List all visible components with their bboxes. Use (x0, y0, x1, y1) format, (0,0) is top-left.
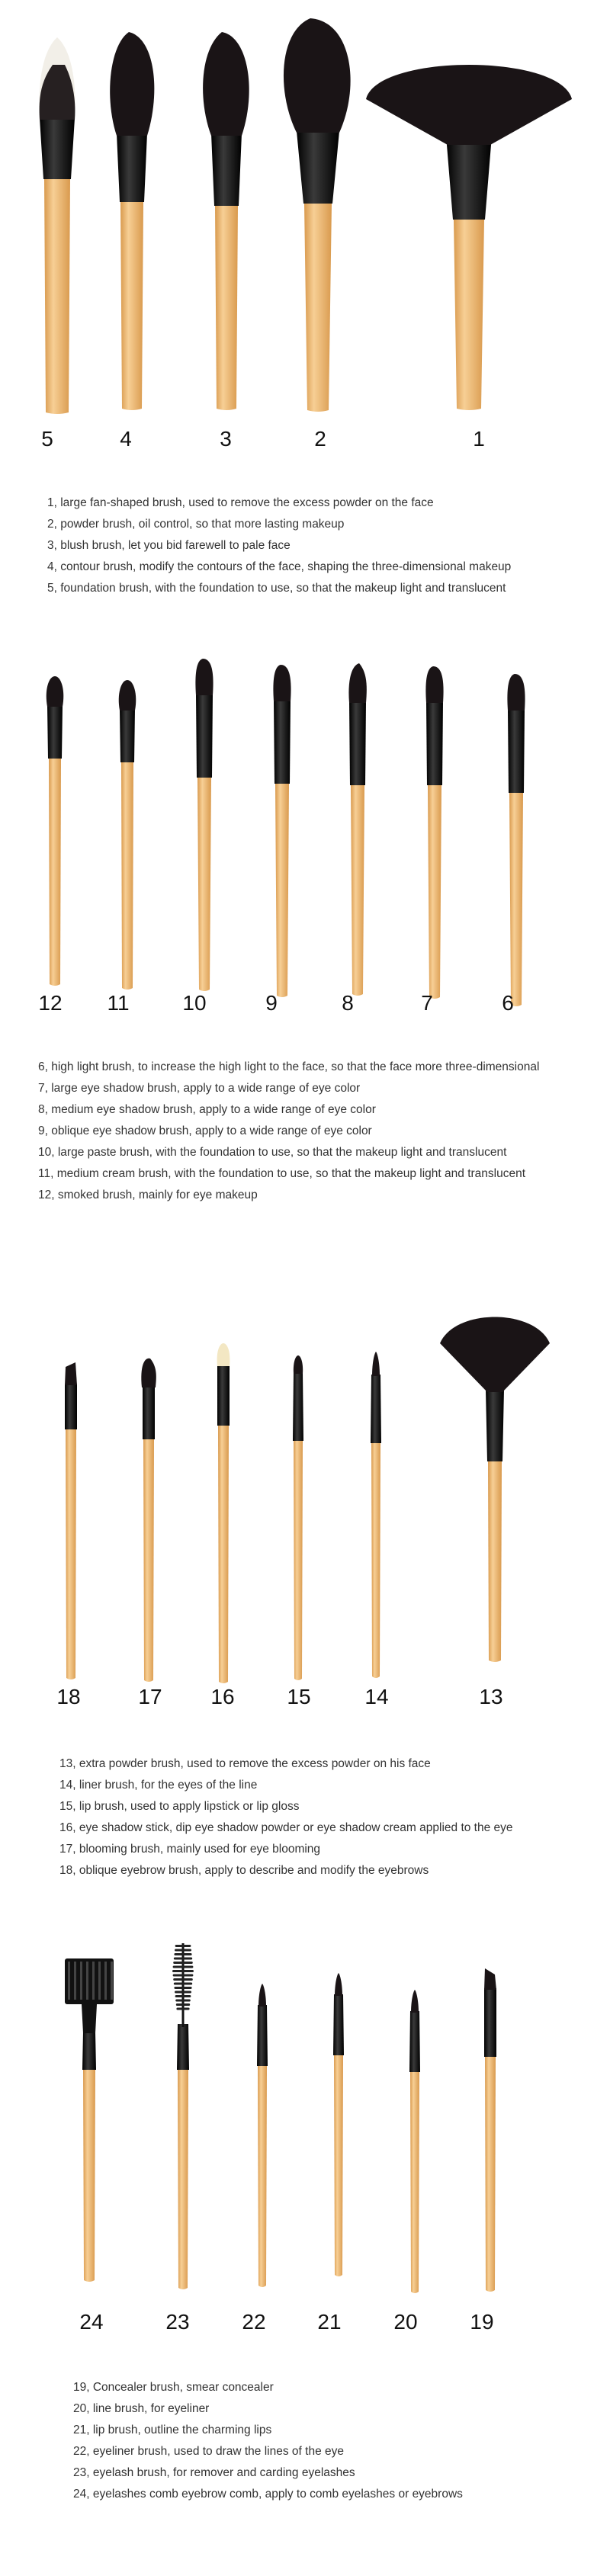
brush-number-16: 16 (210, 1685, 235, 1708)
brush-number-23: 23 (165, 2310, 190, 2334)
description-line: 17, blooming brush, mainly used for eye blooming (59, 1843, 321, 1856)
brush-number-5: 5 (41, 427, 53, 451)
brush-descriptions-4 (73, 2377, 463, 2505)
description-line: 3, blush brush, let you bid farewell to pale face (47, 539, 291, 552)
description-line: 9, oblique eye shadow brush, apply to a wide range of eye color (38, 1124, 372, 1137)
brush-number-8: 8 (342, 991, 354, 1015)
description-line: 20, line brush, for eyeliner (73, 2402, 210, 2415)
description-line: 7, large eye shadow brush, apply to a wide range of eye color (38, 1082, 361, 1095)
description-line: 6, high light brush, to increase the high light to the face, so that the face more three-dimensional (38, 1060, 540, 1073)
brush-5 (30, 34, 84, 415)
brush-number-7: 7 (421, 991, 433, 1015)
description-line: 13, extra powder brush, used to remove the excess powder on his face (59, 1757, 431, 1770)
brush-22 (252, 1984, 273, 2289)
brush-14 (366, 1352, 386, 1679)
brush-set-3 (0, 1205, 610, 1898)
description-line: 21, lip brush, outline the charming lips (73, 2424, 272, 2436)
description-line: 18, oblique eyebrow brush, apply to describe and modify the eyebrows (59, 1864, 429, 1877)
brush-set-1 (0, 0, 610, 625)
brush-12 (40, 675, 70, 987)
description-line: 5, foundation brush, with the foundation to use, so that the makeup light and translucent (47, 582, 506, 595)
brush-number-19: 19 (470, 2310, 494, 2334)
brush-19 (479, 1965, 502, 2293)
description-line: 11, medium cream brush, with the foundation to use, so that the makeup light and translucent (38, 1167, 526, 1180)
brush-9 (265, 663, 299, 999)
brush-4 (103, 30, 161, 412)
brush-descriptions-1 (47, 492, 511, 599)
brush-number-15: 15 (287, 1685, 311, 1708)
brush-set-2 (0, 625, 610, 1205)
brush-descriptions-3 (59, 1753, 513, 1881)
brush-17 (137, 1355, 160, 1683)
description-line: 23, eyelash brush, for remover and carding eyelashes (73, 2466, 355, 2479)
brush-2 (276, 17, 360, 413)
brush-number-11: 11 (107, 991, 130, 1015)
brush-24 (63, 1955, 116, 2283)
brush-15 (288, 1354, 308, 1682)
brush-8 (341, 662, 374, 997)
description-line: 14, liner brush, for the eyes of the line (59, 1779, 258, 1792)
brush-number-14: 14 (364, 1685, 389, 1708)
description-line: 19, Concealer brush, smear concealer (73, 2381, 274, 2394)
brush-number-3: 3 (220, 427, 232, 451)
description-line: 2, powder brush, oil control, so that more lasting makeup (47, 518, 345, 531)
brush-18 (59, 1361, 82, 1681)
brush-6 (499, 672, 533, 1008)
brush-11 (112, 678, 143, 991)
brush-number-17: 17 (138, 1685, 162, 1708)
brush-set-4 (0, 1898, 610, 2576)
brush-number-6: 6 (502, 991, 514, 1015)
brush-number-24: 24 (79, 2310, 104, 2334)
brush-3 (197, 30, 256, 412)
description-line: 15, lip brush, used to apply lipstick or lip gloss (59, 1800, 300, 1813)
description-line: 24, eyelashes comb eyebrow comb, apply to comb eyelashes or eyebrows (73, 2488, 463, 2501)
brush-descriptions-2 (38, 1057, 539, 1206)
description-line: 8, medium eye shadow brush, apply to a wide range of eye color (38, 1103, 376, 1116)
brush-1 (366, 46, 572, 412)
brush-20 (404, 1990, 425, 2295)
brush-23 (168, 1940, 198, 2291)
brush-21 (328, 1973, 349, 2278)
description-line: 12, smoked brush, mainly for eye makeup (38, 1189, 258, 1201)
brush-16 (212, 1342, 235, 1685)
brush-number-20: 20 (393, 2310, 418, 2334)
brush-number-1: 1 (473, 427, 485, 451)
brush-number-2: 2 (314, 427, 326, 451)
brush-number-21: 21 (317, 2310, 342, 2334)
brush-10 (188, 657, 221, 993)
brush-number-13: 13 (479, 1685, 503, 1708)
brush-13 (438, 1313, 552, 1663)
brush-number-9: 9 (265, 991, 278, 1015)
brush-number-10: 10 (182, 991, 207, 1015)
brush-number-4: 4 (120, 427, 132, 451)
description-line: 10, large paste brush, with the foundation to use, so that the makeup light and translucent (38, 1146, 507, 1159)
description-line: 1, large fan-shaped brush, used to remove the excess powder on the face (47, 496, 434, 509)
brush-number-22: 22 (242, 2310, 266, 2334)
brush-number-18: 18 (56, 1685, 81, 1708)
brush-7 (418, 665, 451, 1000)
description-line: 16, eye shadow stick, dip eye shadow powder or eye shadow cream applied to the eye (59, 1821, 513, 1834)
description-line: 4, contour brush, modify the contours of the face, shaping the three-dimensional makeup (47, 560, 512, 573)
brush-number-12: 12 (38, 991, 63, 1015)
description-line: 22, eyeliner brush, used to draw the lines of the eye (73, 2445, 344, 2458)
